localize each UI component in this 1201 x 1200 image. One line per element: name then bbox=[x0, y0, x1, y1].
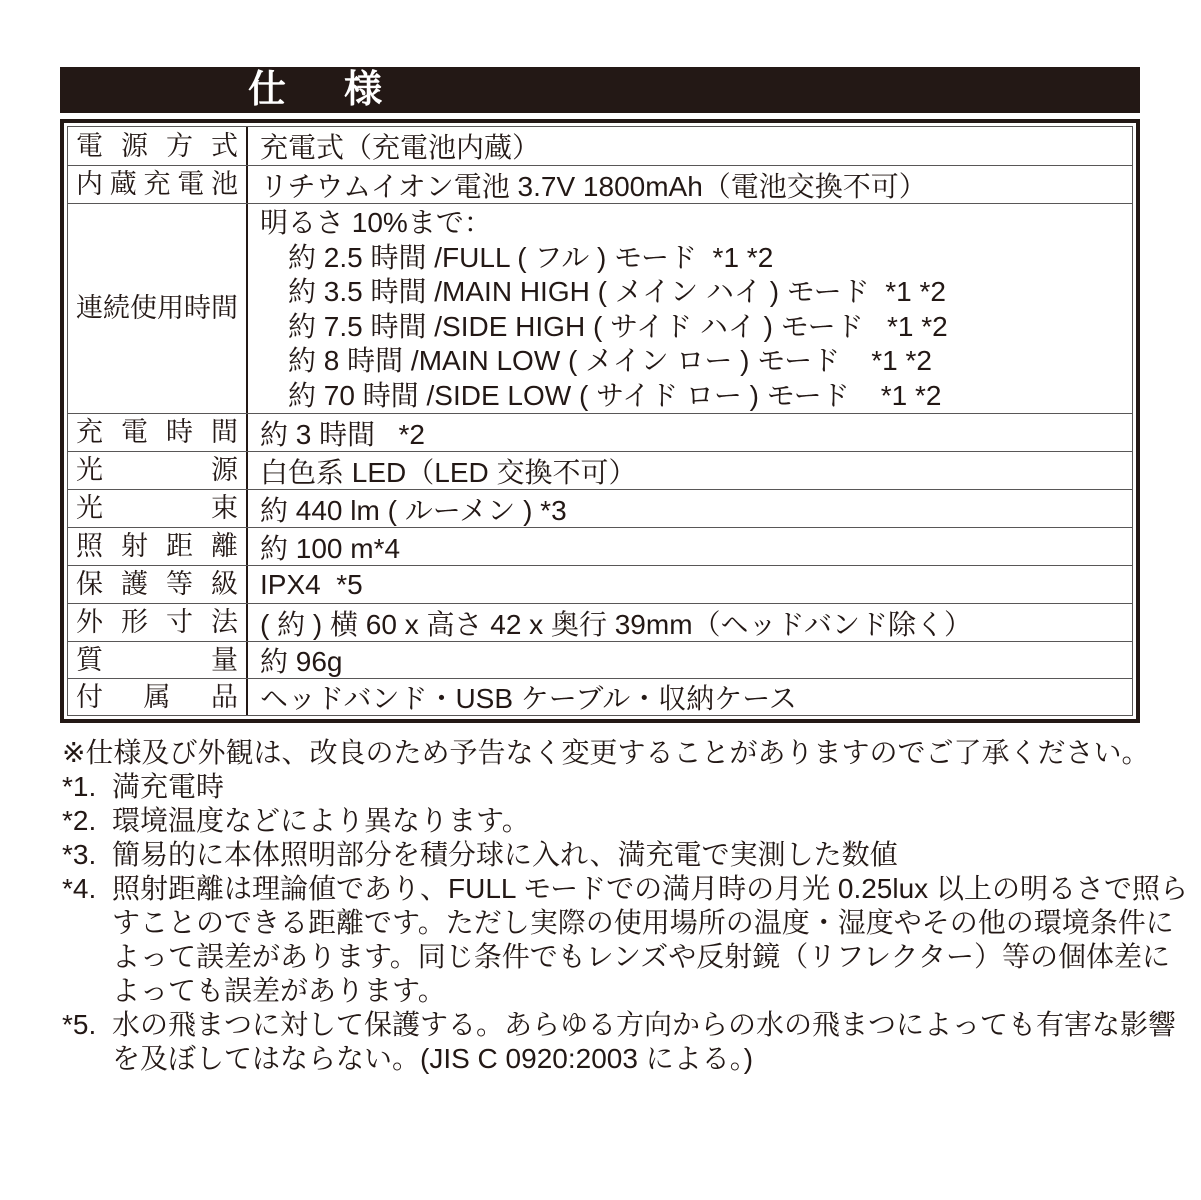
row-power-type bbox=[68, 127, 1132, 165]
footnote-2-text: 環境温度などにより異なります。 bbox=[112, 805, 530, 836]
spec-label-text: 光源 bbox=[76, 455, 238, 485]
spec-value bbox=[248, 166, 1132, 203]
row-battery bbox=[68, 165, 1132, 203]
spec-value bbox=[248, 452, 1132, 489]
spec-value bbox=[248, 528, 1132, 565]
spec-value-text: 約 3 時間 *2 bbox=[260, 418, 425, 450]
spec-value-text: 充電式（充電池内蔵） bbox=[260, 132, 541, 163]
spec-label bbox=[68, 642, 248, 678]
spec-label-text: 付属品 bbox=[76, 681, 238, 712]
row-protection-rating bbox=[68, 565, 1132, 603]
spec-label-text: 質量 bbox=[76, 644, 238, 675]
footnote-5 bbox=[62, 1008, 1195, 1076]
spec-value bbox=[248, 604, 1132, 641]
runtime-line: 約 7.5 時間 /SIDE HIGH ( サイド ハイ ) モード *1 *2 bbox=[288, 310, 948, 342]
spec-value-text: 約 440 lm ( ルーメン ) *3 bbox=[260, 494, 567, 526]
spec-value bbox=[248, 642, 1132, 678]
spec-label-text: 連続使用時間 bbox=[76, 293, 238, 323]
spec-value bbox=[248, 127, 1132, 165]
row-accessories bbox=[68, 678, 1132, 715]
footnote-2 bbox=[62, 804, 1195, 838]
spec-table bbox=[60, 119, 1140, 723]
runtime-line: 明るさ 10%まで： bbox=[260, 207, 492, 238]
footnote-4-text: 照射距離は理論値であり、FULL モードでの満月時の月光 0.25lux 以上の明るさで照らすことのできる距離です。ただし実際の使用場所の温度・湿度やその他の環境条件によって誤差があります。同じ条件でもレンズや反射鏡（リフレクター）等の個体差によっても誤差があります。 bbox=[112, 873, 1188, 1006]
spec-value-text: ( 約 ) 横 60 x 高さ 42 x 奥行 39mm（ヘッドバンド除く） bbox=[260, 608, 972, 640]
spec-label bbox=[68, 604, 248, 641]
spec-label-text: 充電時間 bbox=[76, 417, 238, 447]
footnote-general: ※仕様及び外観は、改良のため予告なく変更することがありますのでご了承ください。 bbox=[62, 737, 1150, 768]
spec-label bbox=[68, 490, 248, 527]
row-dimensions bbox=[68, 603, 1132, 641]
spec-value-text: 白色系 LED（LED 交換不可） bbox=[260, 456, 637, 488]
runtime-line: 約 2.5 時間 /FULL ( フル ) モード *1 *2 bbox=[288, 241, 774, 273]
spec-label-text: 内蔵充電池 bbox=[76, 169, 238, 199]
spec-header-bar bbox=[60, 67, 1140, 113]
footnotes-section bbox=[62, 736, 1195, 1076]
spec-label bbox=[68, 414, 248, 451]
spec-value-text: ヘッドバンド・USB ケーブル・収納ケース bbox=[260, 683, 797, 714]
footnote-3-marker: *3. bbox=[62, 839, 97, 870]
spec-value-text: IPX4 *5 bbox=[260, 568, 363, 600]
spec-value bbox=[248, 679, 1132, 715]
footnote-1-marker: *1. bbox=[62, 771, 97, 802]
row-weight bbox=[68, 641, 1132, 678]
spec-label-text: 照射距離 bbox=[76, 531, 238, 561]
footnote-4-marker: *4. bbox=[62, 873, 97, 904]
footnote-5-text: 水の飛まつに対して保護する。あらゆる方向からの水の飛まつによっても有害な影響を及ぼしてはならない。(JIS C 0920:2003 による。) bbox=[112, 1009, 1177, 1074]
footnote-1-text: 満充電時 bbox=[112, 771, 225, 802]
row-beam-distance bbox=[68, 527, 1132, 565]
page-title: 仕 様 bbox=[248, 69, 393, 111]
runtime-line: 約 8 時間 /MAIN LOW ( メイン ロー ) モード *1 *2 bbox=[288, 345, 932, 376]
spec-value-text: 約 96g bbox=[260, 646, 343, 677]
spec-label bbox=[68, 528, 248, 565]
spec-value-text: リチウムイオン電池 3.7V 1800mAh（電池交換不可） bbox=[260, 170, 927, 202]
spec-value bbox=[248, 566, 1132, 603]
footnote-4 bbox=[62, 872, 1195, 1008]
spec-label bbox=[68, 166, 248, 203]
spec-label bbox=[68, 679, 248, 715]
spec-value bbox=[248, 414, 1132, 451]
spec-table-inner bbox=[67, 126, 1133, 716]
runtime-line: 約 3.5 時間 /MAIN HIGH ( メイン ハイ ) モード *1 *2 bbox=[288, 276, 946, 307]
footnote-3 bbox=[62, 838, 1195, 872]
spec-label-text: 光束 bbox=[76, 493, 238, 523]
spec-label-text: 外形寸法 bbox=[76, 607, 238, 637]
spec-value bbox=[248, 204, 1132, 413]
spec-label-text: 電源方式 bbox=[76, 130, 238, 161]
row-charge-time bbox=[68, 413, 1132, 451]
runtime-line: 約 70 時間 /SIDE LOW ( サイド ロー ) モード *1 *2 bbox=[288, 379, 942, 411]
spec-label bbox=[68, 452, 248, 489]
spec-label bbox=[68, 566, 248, 603]
spec-label bbox=[68, 127, 248, 165]
footnote-3-text: 簡易的に本体照明部分を積分球に入れ、満充電で実測した数値 bbox=[112, 839, 898, 870]
row-luminous-flux bbox=[68, 489, 1132, 527]
footnote-5-marker: *5. bbox=[62, 1009, 97, 1040]
row-runtime bbox=[68, 203, 1132, 413]
spec-value-text: 約 100 m*4 bbox=[260, 532, 401, 564]
row-light-source bbox=[68, 451, 1132, 489]
footnote-2-marker: *2. bbox=[62, 805, 97, 836]
spec-label-text: 保護等級 bbox=[76, 569, 238, 599]
footnote-1 bbox=[62, 770, 1195, 804]
spec-value bbox=[248, 490, 1132, 527]
spec-label bbox=[68, 204, 248, 413]
